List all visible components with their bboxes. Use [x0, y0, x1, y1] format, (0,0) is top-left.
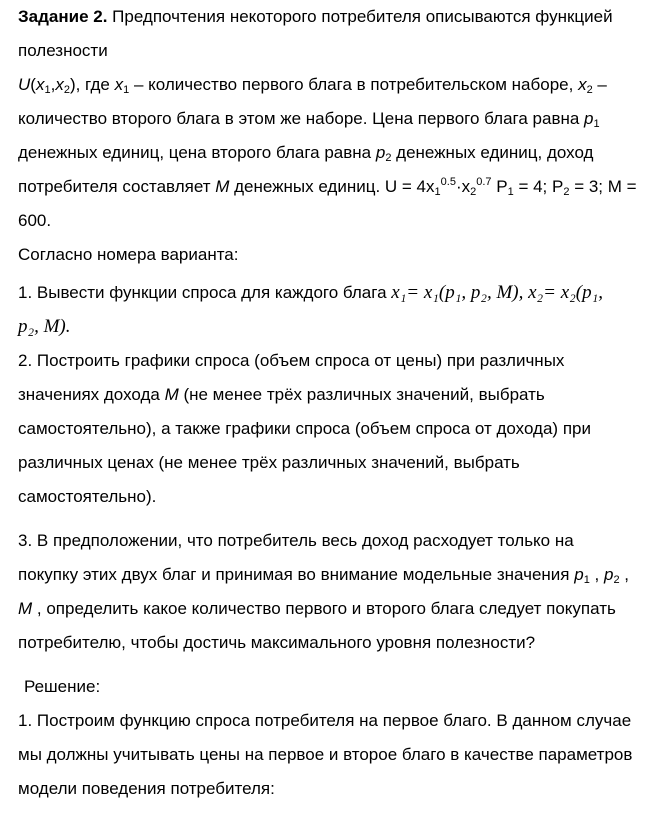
task-label: Задание 2.	[18, 7, 108, 26]
math-x: x	[578, 75, 587, 94]
math-p: p	[603, 565, 614, 584]
text-span: самостоятельно), а также графики спроса (объем спроса от дохода) при	[18, 419, 591, 438]
text-span: –	[592, 75, 607, 94]
document-body	[18, 0, 648, 806]
subscript: 2	[563, 186, 570, 198]
text-span: 2. Построить графики спроса (объем спроса от цены) при различных	[18, 351, 565, 370]
text-span: 3. В предположении, что потребитель весь доход расходует только на	[18, 531, 574, 550]
variant-note: Согласно номера варианта:	[18, 245, 239, 264]
text-span: различных ценах (не менее трёх различных значений, выбрать	[18, 453, 520, 472]
subscript: 2	[63, 84, 70, 96]
math-formula: x₁= x₁(p₁, p₂, M), x₂= x₂(p₁,	[391, 282, 603, 303]
text-span: 1. Построим функцию спроса потребителя на первое благо. В данном случае	[18, 711, 632, 730]
solution-line	[18, 772, 648, 806]
task-intro: Предпочтения некоторого потребителя описываются функцией	[107, 7, 613, 26]
text-span: покупку этих двух благ и принимая во внимание модельные значения	[18, 565, 575, 584]
text-span: значениях дохода	[18, 385, 165, 404]
text-span: полезности	[18, 41, 108, 60]
text-line	[18, 136, 648, 170]
math-p: p	[574, 565, 584, 584]
subscript: 2	[470, 186, 477, 198]
text-span: денежных единиц, цена второго блага равна	[18, 143, 376, 162]
text-span: ,	[619, 565, 630, 584]
text-span: ,	[50, 75, 56, 94]
solution-label: Решение:	[24, 677, 101, 696]
task2-line	[18, 344, 648, 378]
subscript: 2	[586, 84, 593, 96]
solution-line	[18, 704, 648, 738]
solution-line	[18, 738, 648, 772]
formula-text: = 4; P	[513, 177, 564, 196]
text-line	[18, 204, 648, 238]
math-U: U	[18, 75, 31, 94]
task3-line	[18, 558, 648, 592]
text-span: (не менее трёх различных значений, выбрать	[178, 385, 545, 404]
subscript: 1	[44, 84, 51, 96]
task2-line	[18, 480, 648, 514]
text-span: потребителю, чтобы достичь максимального уровня полезности?	[18, 633, 536, 652]
text-span: ,	[589, 565, 604, 584]
text-span: (	[30, 75, 36, 94]
math-M: M	[164, 385, 179, 404]
formula-text: P	[491, 177, 508, 196]
subscript: 1	[593, 118, 600, 130]
text-line	[18, 34, 648, 68]
task-heading-line	[18, 0, 648, 34]
formula-text: денежных единиц. U = 4x	[229, 177, 435, 196]
text-span: модели поведения потребителя:	[18, 779, 275, 798]
text-span: )	[69, 75, 76, 94]
text-span: денежных единиц, доход	[391, 143, 594, 162]
task2-line	[18, 412, 648, 446]
task1-line	[18, 310, 648, 344]
text-span: количество второго блага в этом же наборе. Цена первого блага равна	[18, 109, 585, 128]
formula-text: ·x	[455, 177, 471, 196]
task3-line	[18, 592, 648, 626]
math-x: x	[114, 75, 124, 94]
math-M: M	[18, 599, 33, 618]
superscript: 0.5	[440, 176, 456, 188]
subscript: 1	[123, 84, 130, 96]
task2-line	[18, 378, 648, 412]
math-x: x	[35, 75, 45, 94]
task3-line	[18, 626, 648, 660]
text-span: потребителя составляет	[18, 177, 216, 196]
math-M: M	[215, 177, 230, 196]
text-line: $U(x_1,x_2)$, где $x_1$ – количество первого блага в потребительском наборе, $x_2$ –	[18, 75, 607, 96]
subscript: 1	[583, 574, 590, 586]
text-line	[18, 102, 648, 136]
text-span: самостоятельно).	[18, 487, 157, 506]
subscript: 2	[385, 152, 392, 164]
math-p: p	[375, 143, 386, 162]
superscript: 0.7	[476, 176, 492, 188]
text-span: , где	[75, 75, 115, 94]
solution-heading	[18, 670, 648, 704]
formula-text: = 3; M =	[569, 177, 637, 196]
task3-line	[18, 524, 648, 558]
task1-line	[18, 276, 648, 310]
text-line	[18, 170, 648, 204]
text-line	[18, 238, 648, 272]
text-span: 600.	[18, 211, 52, 230]
text-span: мы должны учитывать цены на первое и второе благо в качестве параметров	[18, 745, 633, 764]
subscript: 1	[434, 186, 441, 198]
math-p: p	[584, 109, 594, 128]
text-span: – количество первого блага в потребительском наборе,	[129, 75, 579, 94]
task2-line	[18, 446, 648, 480]
text-span: 1. Вывести функции спроса для каждого блага	[18, 283, 392, 302]
subscript: 1	[507, 186, 514, 198]
math-formula: p₂, M).	[18, 316, 71, 337]
text-span: , определить какое количество первого и второго блага следует покупать	[32, 599, 616, 618]
subscript: 2	[613, 574, 620, 586]
